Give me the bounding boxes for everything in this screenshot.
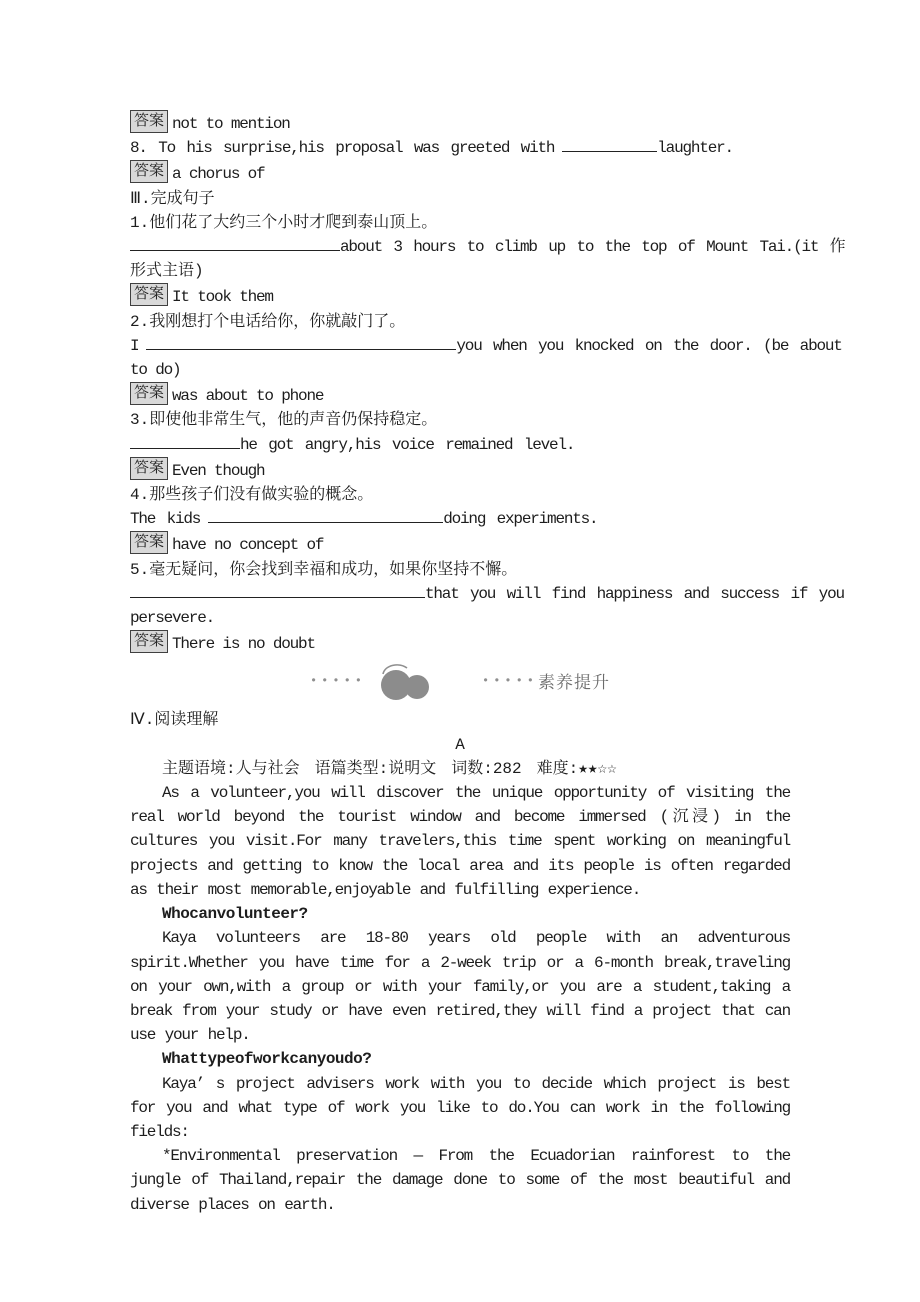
- passage-paragraph-2: Kaya volunteers are 18-80 years old people with an adventurous spirit.Whether you have time for a 2-week trip or a 6-month break,traveling on your own,with a group or with your family,or you are a student,taking a break from your study or have even retired,they will find a project that can use your help.: [130, 929, 790, 1045]
- question-text: The kids: [130, 510, 201, 529]
- answer-blank: [130, 235, 340, 251]
- section-title-completion: Ⅲ.完成句子: [130, 189, 215, 208]
- answer-blank: [146, 334, 456, 350]
- item-2-chinese: 2.我刚想打个电话给你，你就敲门了。: [130, 312, 406, 331]
- item-4-english-line: [130, 507, 790, 531]
- answer-line: [130, 160, 790, 186]
- item-4-chinese: 4.那些孩子们没有做实验的概念。: [130, 486, 374, 505]
- item-1-chinese: 1.他们花了大约三个小时才爬到泰山顶上。: [130, 213, 438, 232]
- question-text: you when you knocked on the door. (be about: [456, 336, 842, 355]
- answer-text: was about to phone: [172, 387, 324, 406]
- section-divider: [130, 658, 790, 704]
- question-text: that you will find happiness and success if you: [425, 584, 844, 603]
- passage-label: A: [455, 735, 465, 754]
- meta-difficulty: 难度:★★☆☆: [536, 759, 617, 778]
- question-text: he got angry,his voice remained level.: [240, 435, 575, 454]
- question-text: about 3 hours to climb up to the top of Mount Tai.(it 作: [340, 238, 845, 257]
- divider-dots-left: •••••: [309, 674, 366, 689]
- answer-line: [130, 283, 790, 309]
- item-5-continuation: persevere.: [130, 609, 215, 628]
- meta-context: 主题语境:人与社会: [162, 759, 300, 778]
- passage-paragraph-1: As a volunteer,you will discover the unique opportunity of visiting the real world beyond the tourist window and become immersed (沉浸) in the cultures you visit.For many travelers,this time spent working on meaningful projects and getting to know the local area and its people is often regarded as their most memorable,enjoyable and fulfilling experience.: [130, 784, 790, 899]
- item-1-english-line: [130, 235, 845, 259]
- answer-text: have no concept of: [172, 536, 324, 555]
- passage-heading-work-type: Whattypeofworkcanyoudo?: [162, 1050, 372, 1069]
- answer-box-label: 答案: [130, 382, 168, 405]
- answer-box-label: 答案: [130, 531, 168, 554]
- passage-meta: [130, 757, 790, 781]
- answer-blank: [562, 136, 657, 152]
- question-text: laughter.: [657, 139, 733, 158]
- divider-dots-right: •••••: [482, 674, 539, 689]
- answer-text: not to mention: [172, 115, 290, 133]
- question-8-line: [130, 136, 790, 160]
- divider-label: 素养提升: [538, 675, 611, 695]
- answer-text: There is no doubt: [172, 635, 315, 654]
- item-1-continuation: 形式主语): [130, 262, 204, 281]
- answer-line: [130, 630, 790, 656]
- answer-box-label: 答案: [130, 110, 168, 133]
- question-text: doing experiments.: [443, 510, 598, 529]
- answer-line: [130, 457, 790, 483]
- answer-box-label: 答案: [130, 283, 168, 306]
- item-5-chinese: 5.毫无疑问，你会找到幸福和成功，如果你坚持不懈。: [130, 560, 518, 579]
- item-5-english-line: [130, 582, 844, 606]
- meta-text-type: 语篇类型:说明文: [314, 759, 437, 778]
- meta-word-count: 词数:282: [451, 759, 522, 778]
- answer-line: [130, 382, 790, 408]
- answer-text: Even though: [172, 461, 265, 480]
- question-text: I: [130, 336, 139, 355]
- passage-paragraph-3: Kaya’ s project advisers work with you to decide which project is best for you and what type of work you like to do.You can work in the following fields:: [130, 1074, 790, 1141]
- answer-line: [130, 531, 790, 557]
- item-2-english-line: [130, 334, 842, 358]
- item-2-continuation: to do): [130, 361, 181, 380]
- section-title-reading: Ⅳ.阅读理解: [130, 711, 219, 730]
- passage-paragraph-4: *Environmental preservation — From the Ecuadorian rainforest to the jungle of Thailand,repair the damage done to some of the most beautiful and diverse places on earth.: [130, 1147, 790, 1214]
- answer-box-label: 答案: [130, 457, 168, 480]
- answer-blank: [208, 507, 443, 523]
- question-text: 8. To his surprise,his proposal was greeted with: [130, 139, 555, 158]
- answer-blank: [130, 582, 425, 598]
- item-3-chinese: 3.即使他非常生气，他的声音仍保持稳定。: [130, 411, 438, 430]
- passage-heading-who: Whocanvolunteer?: [162, 905, 308, 924]
- answer-line: [130, 110, 790, 136]
- answer-blank: [130, 433, 240, 449]
- item-3-english-line: [130, 433, 790, 457]
- answer-text: a chorus of: [172, 165, 265, 184]
- answer-box-label: 答案: [130, 160, 168, 183]
- answer-box-label: 答案: [130, 630, 168, 653]
- answer-text: It took them: [172, 288, 273, 307]
- overlapping-circles-icon: [374, 660, 432, 702]
